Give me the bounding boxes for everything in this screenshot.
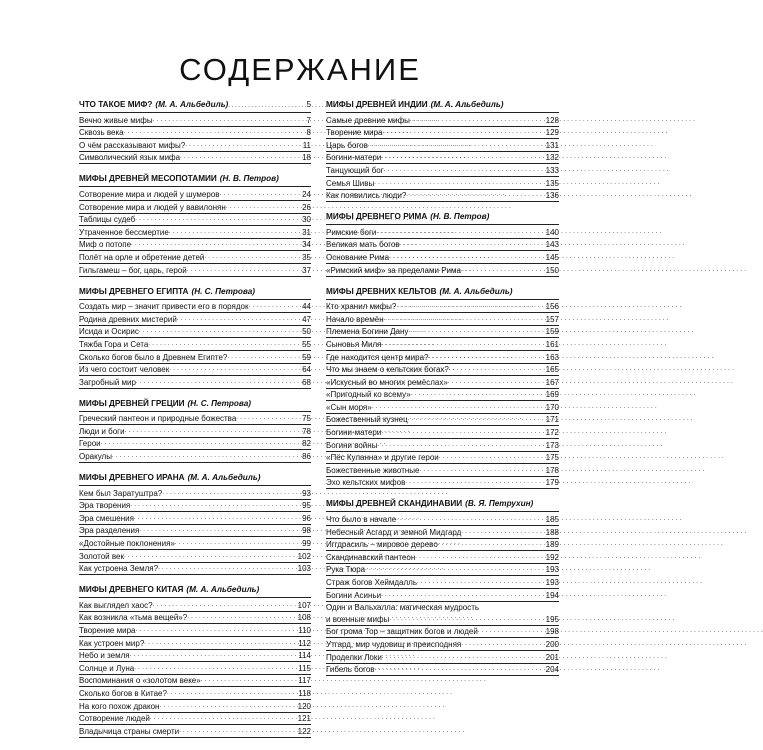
entry-title: Исида и Осирис [79,327,139,337]
dot-leader [169,225,301,238]
entry-page-number: 82 [302,439,311,449]
entry-title: Божественные животные [326,465,420,475]
entry-title: Начало времён [326,314,384,324]
dot-leader [461,263,545,276]
entry-title: Творение мира [79,626,136,635]
dot-leader [124,549,297,562]
entry-page-number: 44 [302,302,311,312]
entry-page-number: 188 [545,527,559,537]
entry-page-number: 178 [545,465,559,475]
section-heading[interactable] [79,287,311,300]
entry-page-number: 107 [297,600,311,610]
entry-page-number: 131 [545,140,559,150]
entry-page-number: 194 [545,590,559,600]
dot-leader [461,637,544,650]
entry-page-number: 193 [545,565,559,575]
dot-leader [368,138,545,151]
entry-page-number: 114 [298,651,311,661]
section-author: (В. Я. Петрухин) [465,499,534,509]
section-author: (М. А. Альбедиль) [430,100,504,109]
entry-title: О чём рассказывают мифы? [79,140,186,150]
dot-leader [177,312,301,325]
dot-leader [374,176,544,189]
dot-leader [449,362,545,375]
entry-page-number: 11 [302,140,311,150]
entry-title: Что было в начале [326,515,397,525]
entry-title: Танцующий бог [326,165,384,175]
page-title: СОДЕРЖАНИЕ [179,52,421,87]
entry-title: Богини-матери [326,153,382,163]
dot-leader [461,525,544,538]
entry-title: Небесный Асгард и земной Мидгард [326,527,462,537]
entry-page-number: 170 [545,402,559,412]
entry-page-number: 171 [545,415,559,425]
section-title: МИФЫ ДРЕВНЕЙ ГРЕЦИИ [79,398,185,408]
entry-title: Золотой век [79,551,124,561]
dot-leader [439,450,545,463]
entry-page-number: 34 [302,240,311,250]
section-author: (М. А. Альбедиль) [187,473,261,483]
toc-entry[interactable] [79,450,311,463]
section-heading[interactable] [79,100,311,113]
entry-title: Символический язык мифа [79,153,181,163]
dot-leader [381,588,545,601]
entry-title: Племена Богини Дану [326,327,409,337]
section-title: МИФЫ ДРЕВНЕЙ МЕСОПОТАМИИ [79,174,217,184]
entry-page-number: 121 [297,714,311,724]
entry-page-number: 115 [298,663,311,673]
entry-title: Вечно живые мифы [79,115,153,125]
toc-entry[interactable] [79,264,311,277]
entry-title: Как выглядел хаос? [79,600,153,610]
entry-title: «Римский миф» за пределами Рима [326,265,461,275]
entry-title: Богини-матери [326,428,382,438]
dot-leader [382,337,545,350]
dot-leader [153,113,306,126]
entry-page-number: 8 [306,128,311,138]
entry-title: Кто хранил мифы? [326,302,397,312]
entry-page-number: 78 [302,426,311,436]
dot-leader [220,187,302,200]
dot-leader [389,612,544,625]
toc-entry[interactable] [326,589,559,602]
entry-title: Самые древние мифы [326,115,410,125]
entry-page-number: 201 [545,652,559,662]
entry-page-number: 173 [545,440,559,450]
dot-leader [159,699,296,712]
entry-page-number: 99 [302,539,311,549]
entry-page-number: 145 [545,252,559,262]
entry-page-number: 120 [297,701,311,711]
toc-section [79,585,311,738]
dot-leader [162,486,301,499]
entry-title: Создать мир – значит привести его в порядок [79,302,249,312]
entry-page-number: 55 [302,339,311,349]
toc-section [326,287,559,490]
dot-leader [131,237,301,250]
dot-leader [139,523,301,536]
entry-title: Творение мира [326,128,383,138]
entry-page-number: 129 [545,128,559,138]
section-author: (М. А. Альбедиль) [439,286,513,296]
section-author: (Н. В. Петров) [219,174,279,184]
entry-page-number: 31 [302,227,311,237]
entry-title: Владычица страны смерти [79,726,180,736]
section-heading[interactable] [79,585,311,598]
entry-title: Основание Рима [326,252,390,262]
entry-page-number: 95 [302,501,311,511]
entry-page-number: 37 [302,265,311,275]
toc-column-left [79,100,311,748]
section-author: (Н. С. Петрова) [187,398,251,408]
dot-leader [406,188,544,201]
entry-title: Утгард, мир чудовищ и преисподняя [326,639,462,649]
entry-title: Сколько богов в Китае? [79,688,167,698]
section-heading[interactable] [326,100,559,113]
dot-leader [136,375,301,388]
entry-page-number: 204 [545,665,559,675]
section-title: МИФЫ ДРЕВНЕЙ СКАНДИНАВИИ [326,499,463,509]
dot-leader [150,711,297,724]
entry-page-number: 163 [545,352,559,362]
entry-title: Как появились люди? [326,191,407,201]
section-heading[interactable] [326,499,559,512]
dot-leader [396,512,544,525]
dot-leader [400,237,545,250]
dot-leader [408,324,544,337]
entry-page-number: 169 [545,390,559,400]
entry-page-number: 161 [545,339,559,349]
entry-page-number: 167 [545,377,559,387]
toc-entry[interactable] [79,563,311,576]
toc-section [79,399,311,463]
entry-title: Царь богов [326,140,368,150]
entry-title: «Пригодный ко всему» [326,390,411,400]
dot-leader [125,424,302,437]
toc-section [79,287,311,389]
entry-title: Страж богов Хеймдалль [326,578,417,587]
entry-page-number: 75 [302,414,311,424]
entry-title: Полёт на орле и обретение детей [79,252,205,262]
entry-page-number: 122 [297,726,311,736]
toc-entry[interactable] [326,264,559,277]
dot-leader [187,263,301,276]
dot-leader [428,350,544,363]
dot-leader [227,350,301,363]
dot-leader [382,650,545,663]
section-title: МИФЫ ДРЕВНЕГО ЕГИПТА [79,286,189,296]
section-author: (М. А. Альбедиль) [186,585,260,595]
entry-title: Иггдрасиль – мировое дерево [326,540,438,550]
dot-leader [411,387,545,400]
entry-page-number: 30 [302,215,311,225]
dot-leader [139,324,301,337]
entry-title: Гибель богов [326,665,375,675]
entry-page-number: 86 [302,452,311,462]
toc-section [326,499,559,676]
entry-page-number: 128 [545,115,559,125]
entry-title: Богини Асиньи [326,590,382,600]
entry-title: Эра смешения [79,513,134,523]
dot-leader [248,299,301,312]
entry-title: Родина древних мистерий [79,314,177,324]
dot-leader [144,636,297,649]
entry-title: Эра творения [79,501,131,511]
section-title: МИФЫ ДРЕВНЕГО РИМА [326,212,428,222]
entry-title: Герои [79,439,101,449]
toc-entry[interactable] [79,725,311,738]
toc-entry[interactable] [326,190,559,203]
entry-title: «Достойные поклонения» [79,539,175,549]
dot-leader [112,449,301,462]
entry-page-number: 135 [545,178,559,188]
dot-leader [169,362,301,375]
dot-leader [135,212,301,225]
section-title: МИФЫ ДРЕВНЕГО КИТАЯ [79,585,184,595]
entry-title: Как устроен мир? [79,638,145,648]
entry-title: Сколько богов было в Древнем Египте? [79,352,228,362]
dot-leader [148,337,301,350]
dot-leader [124,125,306,138]
entry-title: Воспоминания о «золотом веке» [79,676,201,686]
entry-page-number: 189 [545,540,559,550]
section-author: (Н. С. Петрова) [191,286,255,296]
section-page-number: 5 [306,100,311,109]
toc-section [79,174,311,276]
section-title: МИФЫ ДРЕВНИХ КЕЛЬТОВ [326,286,437,296]
entry-title: Оракулы [79,452,112,462]
entry-page-number: 118 [298,688,311,698]
entry-page-number: 165 [545,365,559,375]
section-heading[interactable] [326,212,559,225]
entry-page-number: 64 [302,365,311,375]
entry-page-number: 108 [297,613,311,623]
dot-leader [382,125,544,138]
entry-page-number: 112 [298,638,311,648]
dot-leader [204,250,301,263]
section-title: МИФЫ ДРЕВНЕЙ ИНДИИ [326,100,428,109]
entry-title: Люди и боги [79,426,125,436]
entry-title: «Пёс Куланна» и другие герои [326,453,439,463]
entry-page-number: 47 [302,314,311,324]
entry-title: Небо и земля [79,651,130,661]
entry-title: Сотворение мира и людей у вавилонян [79,202,226,212]
dot-leader [408,412,545,425]
dot-leader [372,400,545,413]
entry-title: Сотворение людей [79,714,150,724]
entry-title: Гильгамеш – бог, царь, герой [79,265,187,275]
entry-page-number: 198 [545,627,559,637]
dot-leader [228,100,305,111]
dot-leader [185,138,301,151]
entry-page-number: 157 [545,314,559,324]
entry-title: Из чего состоит человек [79,365,170,375]
dot-leader [180,150,301,163]
dot-leader [179,724,297,737]
entry-title: «Сын моря» [326,402,372,412]
entry-title: Эра разделения [79,526,140,536]
entry-title: Сквозь века [79,128,124,138]
dot-leader [438,537,545,550]
dot-leader [130,498,301,511]
dot-leader [376,225,544,238]
dot-leader [381,150,544,163]
entry-page-number: 200 [545,639,559,649]
entry-page-number: 175 [545,453,559,463]
entry-page-number: 35 [302,252,311,262]
dot-leader [365,562,545,575]
dot-leader [389,250,545,263]
toc-section [326,100,559,202]
entry-page-number: 159 [545,327,559,337]
dot-leader [381,425,544,438]
dot-leader [410,113,545,126]
entry-title: Солнце и Луна [79,663,135,673]
dot-leader [384,312,545,325]
dot-leader [167,686,297,699]
entry-title: Сотворение мира и людей у шумеров [79,189,220,199]
toc-column-right [326,100,559,686]
dot-leader [158,561,297,574]
dot-leader [448,375,545,388]
dot-leader [405,475,544,488]
dot-leader [175,536,301,549]
entry-page-number: 133 [545,165,559,175]
entry-title: Утраченное бессмертие [79,227,169,237]
entry-page-number: 172 [545,428,559,438]
dot-leader [135,623,297,636]
toc-entry[interactable] [79,376,311,389]
dot-leader [478,624,545,637]
entry-page-number: 132 [545,153,559,163]
entry-page-number: 26 [302,202,311,212]
dot-leader [236,411,301,424]
entry-title: Богини войны [326,440,378,450]
section-heading[interactable] [79,473,311,486]
entry-page-number: 195 [545,614,559,624]
entry-title-continued: и военные мифы [326,614,390,624]
toc-entry[interactable] [326,602,559,626]
entry-page-number: 110 [298,626,311,635]
toc-entry[interactable] [326,477,559,490]
entry-title: Проделки Локи [326,652,382,662]
dot-leader [134,661,297,674]
entry-title: Эхо кельтских мифов [326,478,406,488]
dot-leader [201,673,298,686]
entry-page-number: 140 [545,227,559,237]
entry-title: Сыновья Миля [326,339,382,349]
section-author: (М. А. Альбедиль) [155,100,229,109]
entry-page-number: 59 [302,352,311,362]
entry-title: Греческий пантеон и природные божества [79,414,237,424]
toc-section [79,473,311,575]
entry-title: Римские боги [326,227,377,237]
dot-leader [226,200,301,213]
entry-page-number: 50 [302,327,311,337]
toc-section [79,100,311,164]
dot-leader [187,610,296,623]
dot-leader [396,299,544,312]
entry-title: Миф о потопе [79,240,132,250]
entry-page-number: 96 [302,513,311,523]
toc-entry[interactable] [326,664,559,677]
entry-page-number: 103 [297,564,311,574]
entry-page-number: 156 [545,302,559,312]
dot-leader [375,662,545,675]
entry-title: Таблицы судеб [79,215,136,225]
entry-page-number: 68 [302,377,311,387]
toc-entry[interactable] [79,152,311,165]
entry-title: Великая мать богов [326,240,400,250]
section-title: МИФЫ ДРЕВНЕГО ИРАНА [79,473,185,483]
entry-page-number: 117 [298,676,311,686]
entry-title: «Искусный во многих ремёслах» [326,377,448,387]
dot-leader [417,575,545,588]
entry-page-number: 136 [545,191,559,201]
dot-leader [384,163,545,176]
entry-page-number: 98 [302,526,311,536]
entry-title: Как возникла «тьма вещей»? [79,613,188,623]
entry-page-number: 150 [545,265,559,275]
entry-title: Один и Вальхалла: магическая мудрость [326,602,480,612]
entry-title: Что мы знаем о кельтских богах? [326,365,449,375]
entry-page-number: 102 [297,551,311,561]
section-heading[interactable] [326,287,559,300]
entry-title: Кем был Заратуштра? [79,488,163,498]
section-heading[interactable] [79,174,311,187]
dot-leader [130,648,298,661]
entry-title: Загробный мир [79,377,136,387]
entry-page-number: 192 [545,552,559,562]
entry-title: Семья Шивы [326,178,375,188]
dot-leader [153,598,297,611]
dot-leader [377,438,544,451]
entry-title: На кого похож дракон [79,701,160,711]
dot-leader [101,436,301,449]
entry-page-number: 193 [545,578,559,587]
section-title: ЧТО ТАКОЕ МИФ? [79,100,153,109]
entry-title: Где находится центр мира? [326,352,429,362]
section-author: (Н. В. Петров) [430,212,490,222]
entry-title: Рука Тюра [326,565,366,575]
entry-page-number: 179 [545,478,559,488]
entry-page-number: 93 [302,488,311,498]
entry-title: Бог грома Тор – защитник богов и людей [326,627,478,637]
entry-title: Тяжба Гора и Сета [79,339,149,349]
entry-page-number: 143 [545,240,559,250]
dot-leader [419,463,544,476]
entry-page-number: 18 [302,153,311,163]
dot-leader [134,511,301,524]
toc-section [326,212,559,276]
entry-page-number: 185 [545,515,559,525]
section-heading[interactable] [79,399,311,412]
entry-title: Божественный кузнец [326,415,408,425]
entry-page-number: 24 [302,189,311,199]
entry-title: Скандинавский пантеон [326,552,416,562]
entry-title: Как устроена Земля? [79,564,159,574]
entry-page-number: 7 [306,115,311,125]
dot-leader [415,550,544,563]
